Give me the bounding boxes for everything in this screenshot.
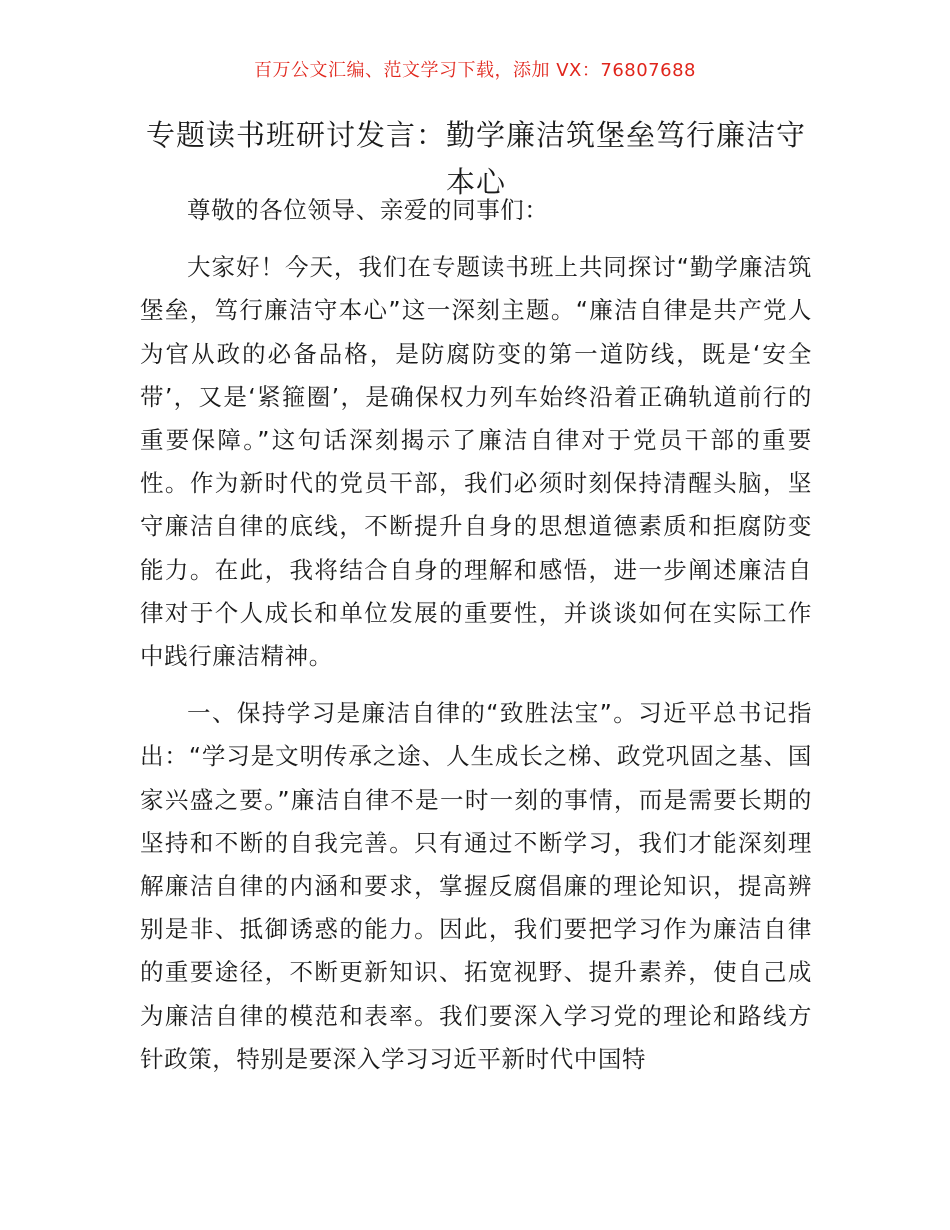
- header-note: 百万公文汇编、范文学习下载，添加 VX：76807688: [254, 60, 696, 81]
- document-body: [140, 189, 812, 1081]
- paragraph: 一、保持学习是廉洁自律的“致胜法宝”。习近平总书记指出：“学习是文明传承之途、人生成长之梯、政党巩固之基、国家兴盛之要。”廉洁自律不是一时一刻的事情，而是需要长期的坚持和不断的自我完善。只有通过不断学习，我们才能深刻理解廉洁自律的内涵和要求，掌握反腐倡廉的理论知识，提高辨别是非、抵御诱惑的能力。因此，我们要把学习作为廉洁自律的重要途径，不断更新知识、拓宽视野、提升素养，使自己成为廉洁自律的模范和表率。我们要深入学习党的理论和路线方针政策，特别是要深入学习习近平新时代中国特: [140, 699, 812, 1073]
- paragraph: 大家好！今天，我们在专题读书班上共同探讨“勤学廉洁筑堡垒，笃行廉洁守本心”这一深刻主题。“廉洁自律是共产党人为官从政的必备品格，是防腐防变的第一道防线，既是‘安全带’，又是‘紧箍圈’，是确保权力列车始终沿着正确轨道前行的重要保障。”这句话深刻揭示了廉洁自律对于党员干部的重要性。作为新时代的党员干部，我们必须时刻保持清醒头脑，坚守廉洁自律的底线，不断提升自身的思想道德素质和拒腐防变能力。在此，我将结合自身的理解和感悟，进一步阐述廉洁自律对于个人成长和单位发展的重要性，并谈谈如何在实际工作中践行廉洁精神。: [140, 253, 812, 671]
- salutation: 尊敬的各位领导、亲爱的同事们：: [187, 196, 549, 224]
- document-title: 专题读书班研讨发言：勤学廉洁筑堡垒笃行廉洁守本心: [145, 118, 806, 199]
